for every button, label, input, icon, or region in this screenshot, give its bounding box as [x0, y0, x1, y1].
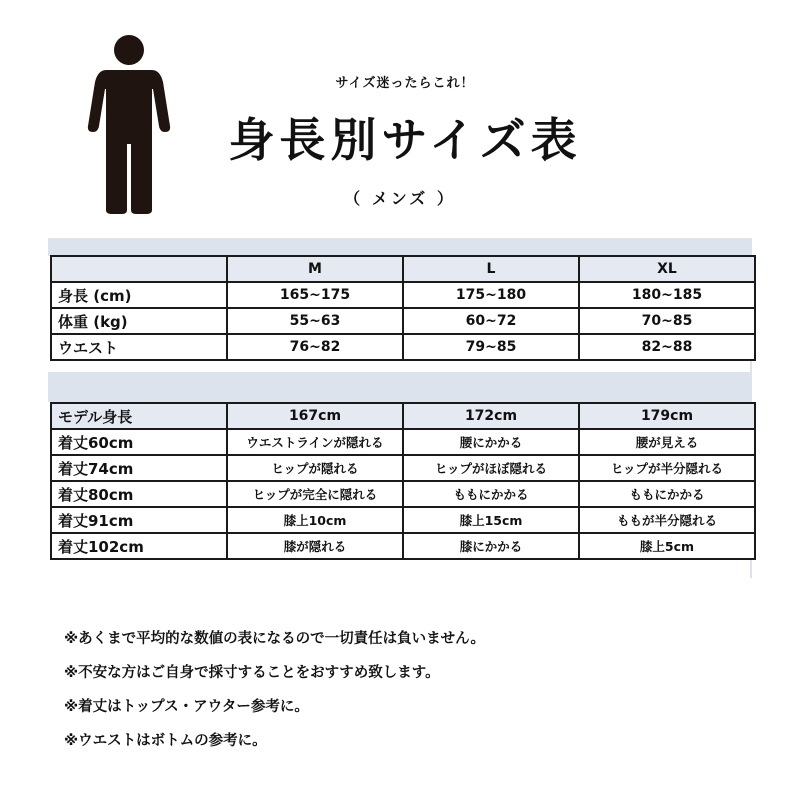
table-cell: 膝上5cm: [579, 533, 755, 559]
table-row: [51, 429, 755, 455]
header-cell-model-m: 167cm: [227, 403, 403, 429]
header-cell-xl: XL: [579, 256, 755, 282]
table-cell: ヒップが半分隠れる: [579, 455, 755, 481]
table-cell: 82~88: [579, 334, 755, 360]
table-cell: 76~82: [227, 334, 403, 360]
page-subtitle: （ メンズ ）: [344, 189, 456, 208]
table-cell: 70~85: [579, 308, 755, 334]
table-cell: 55~63: [227, 308, 403, 334]
table-row: [51, 533, 755, 559]
row-label-length-91: 着丈91cm: [51, 507, 227, 533]
table-cell: ももが半分隠れる: [579, 507, 755, 533]
table-cell: ヒップが完全に隠れる: [227, 481, 403, 507]
table-row: [51, 455, 755, 481]
size-table: [50, 255, 756, 361]
row-label-height: 身長 (cm): [51, 282, 227, 308]
table-cell: ももにかかる: [403, 481, 579, 507]
table-cell: ヒップが隠れる: [227, 455, 403, 481]
model-table-header: [51, 403, 755, 429]
row-label-model-height: モデル身長: [51, 403, 227, 429]
table-band-gap: [48, 372, 752, 402]
notes-list: [64, 624, 764, 760]
table-cell: 膝上10cm: [227, 507, 403, 533]
table-cell: 79~85: [403, 334, 579, 360]
table-cell: 膝が隠れる: [227, 533, 403, 559]
table-row: [51, 507, 755, 533]
table-cell: 膝にかかる: [403, 533, 579, 559]
row-label-waist: ウエスト: [51, 334, 227, 360]
table-cell: ももにかかる: [579, 481, 755, 507]
table-cell: ウエストラインが隠れる: [227, 429, 403, 455]
table-cell: 175~180: [403, 282, 579, 308]
page-title: 身長別サイズ表: [228, 113, 582, 167]
table-band-top: [48, 238, 752, 256]
note-waist-reference: ※ウエストはボトムの参考に。: [64, 733, 267, 749]
header-cell-model-xl: 179cm: [579, 403, 755, 429]
note-disclaimer: ※あくまで平均的な数値の表になるので一切責任は負いません。: [64, 631, 485, 647]
table-row: [51, 308, 755, 334]
model-length-table: [50, 402, 756, 560]
person-silhouette-icon: [84, 34, 174, 214]
note-length-reference: ※着丈はトップス・アウター参考に。: [64, 699, 309, 715]
note-measure-yourself: ※不安な方はご自身で採寸することをおすすめ致します。: [64, 665, 440, 681]
size-table-header: [51, 256, 755, 282]
table-cell: 腰が見える: [579, 429, 755, 455]
header-cell-m: M: [227, 256, 403, 282]
table-cell: 膝上15cm: [403, 507, 579, 533]
table-cell: ヒップがほぼ隠れる: [403, 455, 579, 481]
table-cell: 165~175: [227, 282, 403, 308]
header-cell-model-l: 172cm: [403, 403, 579, 429]
row-label-length-60: 着丈60cm: [51, 429, 227, 455]
tagline: サイズ迷ったらこれ！: [335, 76, 475, 91]
header-cell-l: L: [403, 256, 579, 282]
row-label-length-102: 着丈102cm: [51, 533, 227, 559]
table-cell: 180~185: [579, 282, 755, 308]
row-label-length-74: 着丈74cm: [51, 455, 227, 481]
table-cell: 60~72: [403, 308, 579, 334]
table-cell: 腰にかかる: [403, 429, 579, 455]
row-label-length-80: 着丈80cm: [51, 481, 227, 507]
header-cell-empty: [51, 256, 227, 282]
table-row: [51, 282, 755, 308]
row-label-weight: 体重 (kg): [51, 308, 227, 334]
table-row: [51, 334, 755, 360]
table-row: [51, 481, 755, 507]
